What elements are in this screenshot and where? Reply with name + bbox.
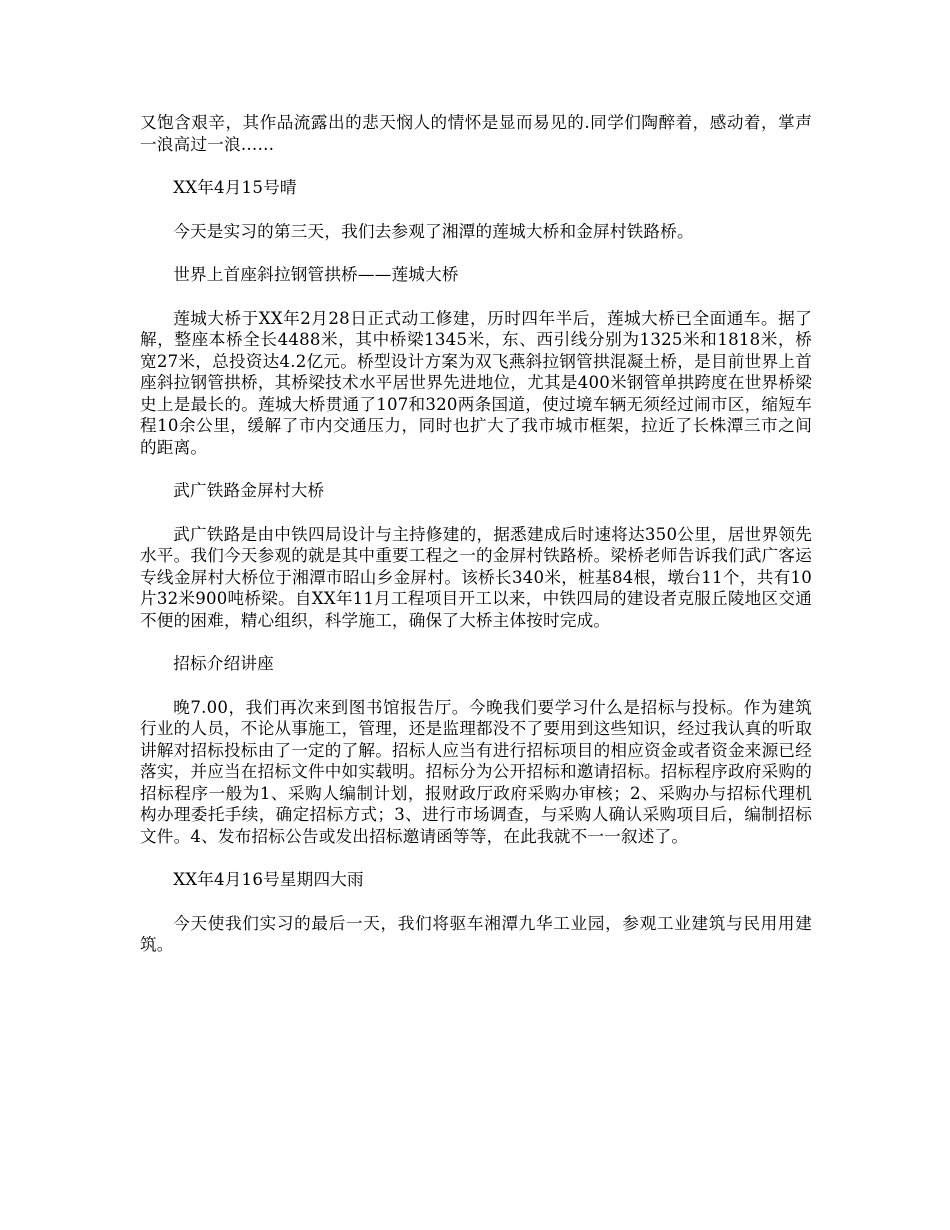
paragraph-day-three-intro: 今天是实习的第三天，我们去参观了湘潭的莲城大桥和金屏村铁路桥。 — [173, 221, 694, 241]
paragraph-jinping-bridge: 武广铁路是由中铁四局设计与主持修建的，据悉建成后时速将达350公里，居世界领先水平。我们今天参观的就是其中重要工程之一的金屏村铁路桥。梁桥老师告诉我们武广客运专线金屏村大桥位于湘潭市昭山乡金屏村。该桥长340米，桩基84根，墩台11个，共有10片32米900吨桥梁。自XX年11月工程项目开工以来，中铁四局的建设者克服丘陵地区交通不便的困难，精心组织，科学施工，确保了大桥主体按时完成。 — [140, 524, 812, 630]
section-heading-bidding-lecture: 招标介绍讲座 — [173, 654, 274, 673]
date-heading-april-15: XX年4月15号晴 — [173, 178, 297, 197]
section-heading-liancheng-bridge: 世界上首座斜拉钢管拱桥——莲城大桥 — [173, 265, 459, 284]
paragraph-liancheng-bridge: 莲城大桥于XX年2月28日正式动工修建，历时四年半后，莲城大桥已全面通车。据了解，整座本桥全长4488米，其中桥梁1345米，东、西引线分别为1325米和1818米，桥宽27米，总投资达4.2亿元。桥型设计方案为双飞燕斜拉钢管拱混凝土桥，是目前世界上首座斜拉钢管拱桥，其桥梁技术水平居世界先进地位，尤其是400米钢管单拱跨度在世界桥梁史上是最长的。莲城大桥贯通了107和320两条国道，使过境车辆无须经过闹市区，缩短车程10余公里，缓解了市内交通压力，同时也扩大了我市城市框架，拉近了长株潭三市之间的距离。 — [140, 308, 812, 457]
document-page — [140, 112, 812, 978]
paragraph-bidding-lecture: 晚7.00，我们再次来到图书馆报告厅。今晚我们要学习什么是招标与投标。作为建筑行业的人员，不论从事施工，管理，还是监理都没不了要用到这些知识，经过我认真的听取讲解对招标投标由了一定的了解。招标人应当有进行招标项目的相应资金或者资金来源已经落实，并应当在招标文件中如实载明。招标分为公开招标和邀请招标。招标程序政府采购的招标程序一般为1、采购人编制计划，报财政厅政府采购办审核；2、采购办与招标代理机构办理委托手续，确定招标方式；3、进行市场调查，与采购人确认采购项目后，编制招标文件。4、发布招标公告或发出招标邀请函等等，在此我就不一一叙述了。 — [140, 697, 812, 846]
paragraph-last-day: 今天使我们实习的最后一天，我们将驱车湘潭九华工业园，参观工业建筑与民用用建筑。 — [140, 913, 812, 954]
paragraph-continuation: 又饱含艰辛，其作品流露出的悲天悯人的情怀是显而易见的.同学们陶醉着，感动着，掌声一浪高过一浪…… — [140, 113, 812, 154]
date-heading-april-16: XX年4月16号星期四大雨 — [173, 870, 364, 889]
section-heading-jinping-bridge: 武广铁路金屏村大桥 — [173, 481, 325, 500]
